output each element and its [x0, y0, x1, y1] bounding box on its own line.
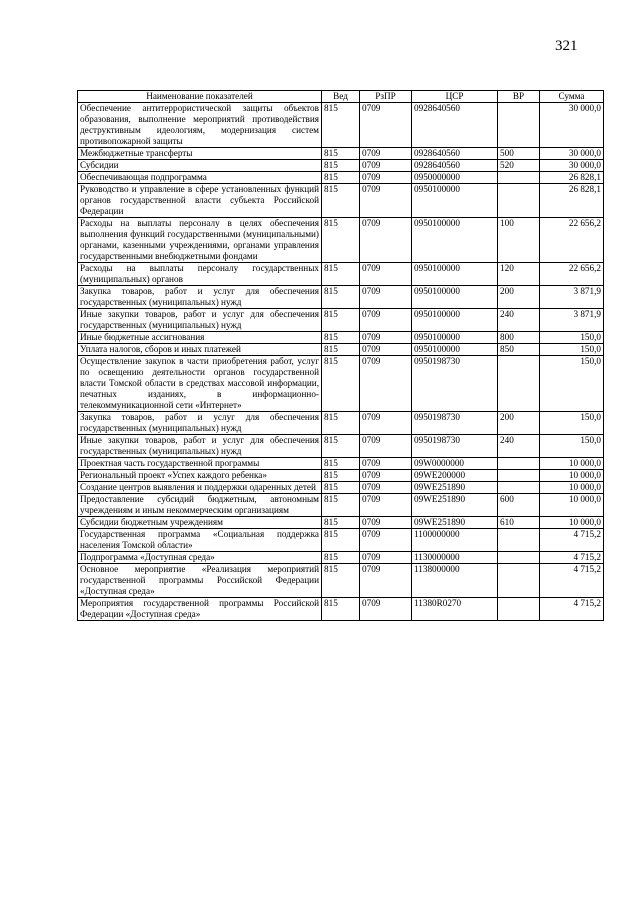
cell-ved: 815: [322, 494, 360, 517]
cell-sum: 10 000,0: [540, 517, 604, 529]
cell-name: [78, 494, 322, 517]
cell-name: [78, 435, 322, 458]
row-name-text: Осуществление закупок в части приобретения работ, услуг по освещению деятельности органов государственной власти Томской области в средствах массовой информации, печатных изданиях, в информационно-телекоммуникационной сети «Интернет»: [80, 356, 319, 410]
cell-csr: 0950100000: [412, 218, 498, 263]
cell-csr: 1138000000: [412, 564, 498, 598]
cell-name: [78, 309, 322, 332]
row-name-text: Уплата налогов, сборов и иных платежей: [80, 344, 241, 354]
cell-vr: [498, 184, 540, 218]
cell-ved: 815: [322, 412, 360, 435]
cell-vr: 240: [498, 435, 540, 458]
table-row: [78, 356, 604, 412]
cell-vr: [498, 564, 540, 598]
row-name-text: Основное мероприятие «Реализация мероприятий государственной программы Российской Федерации «Доступная среда»: [80, 564, 319, 596]
header-csr: ЦСР: [412, 91, 498, 103]
cell-name: [78, 598, 322, 621]
cell-name: [78, 172, 322, 184]
row-name-text: Закупка товаров, работ и услуг для обеспечения государственных (муниципальных) нужд: [80, 286, 319, 307]
table-row: [78, 263, 604, 286]
cell-vr: 120: [498, 263, 540, 286]
cell-vr: 800: [498, 332, 540, 344]
cell-ved: 815: [322, 332, 360, 344]
table-row: [78, 103, 604, 148]
cell-rzpr: 0709: [360, 218, 412, 263]
row-name-text: Проектная часть государственной программы: [80, 458, 260, 468]
cell-name: [78, 184, 322, 218]
header-sum: Сумма: [540, 91, 604, 103]
table-row: [78, 309, 604, 332]
table-row: [78, 172, 604, 184]
cell-rzpr: 0709: [360, 470, 412, 482]
cell-sum: 22 656,2: [540, 218, 604, 263]
cell-ved: 815: [322, 482, 360, 494]
cell-csr: 0950100000: [412, 344, 498, 356]
cell-name: [78, 103, 322, 148]
cell-rzpr: 0709: [360, 529, 412, 552]
cell-sum: 150,0: [540, 344, 604, 356]
cell-sum: 10 000,0: [540, 470, 604, 482]
row-name-text: Расходы на выплаты персоналу в целях обеспечения выполнения функций государственными (муниципальными) органами, казенными учреждениями, органами управления государственными внебюджетными фондами: [80, 218, 319, 261]
cell-ved: 815: [322, 529, 360, 552]
cell-sum: 30 000,0: [540, 148, 604, 160]
cell-sum: 4 715,2: [540, 552, 604, 564]
cell-csr: 0950100000: [412, 286, 498, 309]
cell-rzpr: 0709: [360, 517, 412, 529]
cell-rzpr: 0709: [360, 412, 412, 435]
cell-sum: 30 000,0: [540, 103, 604, 148]
cell-ved: 815: [322, 218, 360, 263]
row-name-text: Субсидии: [80, 160, 119, 170]
header-ved: Вед: [322, 91, 360, 103]
table-row: [78, 458, 604, 470]
cell-rzpr: 0709: [360, 103, 412, 148]
cell-vr: 500: [498, 148, 540, 160]
cell-rzpr: 0709: [360, 598, 412, 621]
cell-rzpr: 0709: [360, 309, 412, 332]
cell-csr: 11380R0270: [412, 598, 498, 621]
cell-rzpr: 0709: [360, 356, 412, 412]
header-vr: ВР: [498, 91, 540, 103]
cell-name: [78, 529, 322, 552]
cell-vr: 610: [498, 517, 540, 529]
page-number: 321: [555, 38, 578, 54]
cell-rzpr: 0709: [360, 172, 412, 184]
table-row: [78, 286, 604, 309]
cell-name: [78, 263, 322, 286]
cell-csr: 1130000000: [412, 552, 498, 564]
row-name-text: Подпрограмма «Доступная среда»: [80, 552, 215, 562]
cell-vr: [498, 103, 540, 148]
row-name-text: Межбюджетные трансферты: [80, 148, 193, 158]
cell-sum: 3 871,9: [540, 286, 604, 309]
cell-ved: 815: [322, 103, 360, 148]
cell-sum: 26 828,1: [540, 184, 604, 218]
cell-vr: 600: [498, 494, 540, 517]
cell-ved: 815: [322, 286, 360, 309]
cell-name: [78, 344, 322, 356]
table-row: [78, 494, 604, 517]
cell-ved: 815: [322, 598, 360, 621]
cell-name: [78, 148, 322, 160]
cell-vr: [498, 482, 540, 494]
table-header: [78, 91, 604, 103]
table-row: [78, 412, 604, 435]
cell-name: [78, 564, 322, 598]
header-name: Наименование показателей: [78, 91, 322, 103]
cell-rzpr: 0709: [360, 482, 412, 494]
cell-vr: [498, 552, 540, 564]
row-name-text: Государственная программа «Социальная поддержка населения Томской области»: [80, 529, 319, 550]
cell-rzpr: 0709: [360, 564, 412, 598]
cell-vr: 200: [498, 412, 540, 435]
cell-name: [78, 552, 322, 564]
row-name-text: Субсидии бюджетным учреждениям: [80, 517, 223, 527]
row-name-text: Закупка товаров, работ и услуг для обеспечения государственных (муниципальных) нужд: [80, 412, 319, 433]
cell-csr: 0950198730: [412, 435, 498, 458]
cell-sum: 10 000,0: [540, 494, 604, 517]
cell-csr: 0950100000: [412, 263, 498, 286]
header-rzpr: РзПР: [360, 91, 412, 103]
cell-vr: [498, 470, 540, 482]
cell-csr: 1100000000: [412, 529, 498, 552]
cell-sum: 10 000,0: [540, 482, 604, 494]
cell-sum: 4 715,2: [540, 598, 604, 621]
row-name-text: Региональный проект «Успех каждого ребенка»: [80, 470, 267, 480]
cell-vr: [498, 356, 540, 412]
cell-sum: 30 000,0: [540, 160, 604, 172]
cell-vr: [498, 458, 540, 470]
cell-vr: 850: [498, 344, 540, 356]
cell-name: [78, 470, 322, 482]
table-row: [78, 517, 604, 529]
table-row: [78, 598, 604, 621]
table-row: [78, 218, 604, 263]
cell-ved: 815: [322, 344, 360, 356]
table-row: [78, 529, 604, 552]
cell-vr: [498, 598, 540, 621]
cell-name: [78, 356, 322, 412]
cell-rzpr: 0709: [360, 344, 412, 356]
cell-csr: 09WE251890: [412, 482, 498, 494]
cell-ved: 815: [322, 356, 360, 412]
row-name-text: Создание центров выявления и поддержки одаренных детей: [80, 482, 316, 492]
cell-csr: 0950000000: [412, 172, 498, 184]
cell-rzpr: 0709: [360, 148, 412, 160]
cell-name: [78, 160, 322, 172]
cell-ved: 815: [322, 184, 360, 218]
table-row: [78, 564, 604, 598]
cell-ved: 815: [322, 309, 360, 332]
cell-csr: 0928640560: [412, 148, 498, 160]
cell-rzpr: 0709: [360, 552, 412, 564]
cell-vr: 240: [498, 309, 540, 332]
row-name-text: Руководство и управление в сфере установленных функций органов государственной власти субъекта Российской Федерации: [80, 184, 319, 216]
cell-csr: 0928640560: [412, 160, 498, 172]
cell-vr: 520: [498, 160, 540, 172]
cell-ved: 815: [322, 517, 360, 529]
row-name-text: Мероприятия государственной программы Российской Федерации «Доступная среда»: [80, 598, 319, 619]
cell-name: [78, 218, 322, 263]
cell-name: [78, 332, 322, 344]
table-row: [78, 332, 604, 344]
table-body: [78, 103, 604, 621]
table-row: [78, 435, 604, 458]
cell-sum: 22 656,2: [540, 263, 604, 286]
cell-rzpr: 0709: [360, 160, 412, 172]
row-name-text: Иные бюджетные ассигнования: [80, 332, 205, 342]
cell-ved: 815: [322, 160, 360, 172]
row-name-text: Расходы на выплаты персоналу государственных (муниципальных) органов: [80, 263, 319, 284]
cell-ved: 815: [322, 458, 360, 470]
cell-csr: 0950198730: [412, 356, 498, 412]
cell-ved: 815: [322, 263, 360, 286]
cell-name: [78, 458, 322, 470]
cell-ved: 815: [322, 172, 360, 184]
cell-name: [78, 286, 322, 309]
cell-name: [78, 412, 322, 435]
cell-name: [78, 482, 322, 494]
table-row: [78, 344, 604, 356]
table-row: [78, 148, 604, 160]
table-row: [78, 160, 604, 172]
cell-csr: 09WE251890: [412, 494, 498, 517]
cell-sum: 4 715,2: [540, 529, 604, 552]
table-row: [78, 470, 604, 482]
cell-sum: 150,0: [540, 332, 604, 344]
cell-csr: 0950100000: [412, 332, 498, 344]
cell-ved: 815: [322, 148, 360, 160]
cell-ved: 815: [322, 470, 360, 482]
cell-sum: 10 000,0: [540, 458, 604, 470]
row-name-text: Обеспечение антитеррористической защиты объектов образования, выполнение мероприятий противодействия деструктивным идеологиям, модернизация систем противопожарной защиты: [80, 103, 319, 146]
cell-ved: 815: [322, 552, 360, 564]
cell-vr: [498, 529, 540, 552]
cell-sum: 26 828,1: [540, 172, 604, 184]
cell-rzpr: 0709: [360, 184, 412, 218]
cell-vr: 200: [498, 286, 540, 309]
cell-rzpr: 0709: [360, 332, 412, 344]
cell-rzpr: 0709: [360, 458, 412, 470]
cell-rzpr: 0709: [360, 435, 412, 458]
cell-csr: 09W0000000: [412, 458, 498, 470]
cell-vr: [498, 172, 540, 184]
cell-ved: 815: [322, 435, 360, 458]
cell-csr: 0950100000: [412, 184, 498, 218]
cell-csr: 0950100000: [412, 309, 498, 332]
budget-table: [77, 90, 604, 621]
cell-csr: 0928640560: [412, 103, 498, 148]
header-row: [78, 91, 604, 103]
cell-csr: 0950198730: [412, 412, 498, 435]
cell-ved: 815: [322, 564, 360, 598]
cell-vr: 100: [498, 218, 540, 263]
cell-sum: 150,0: [540, 356, 604, 412]
table-row: [78, 482, 604, 494]
cell-name: [78, 517, 322, 529]
cell-sum: 4 715,2: [540, 564, 604, 598]
table-row: [78, 184, 604, 218]
row-name-text: Иные закупки товаров, работ и услуг для обеспечения государственных (муниципальных) нужд: [80, 435, 319, 456]
table-row: [78, 552, 604, 564]
cell-rzpr: 0709: [360, 263, 412, 286]
row-name-text: Предоставление субсидий бюджетным, автономным учреждениям и иным некоммерческим организациям: [80, 494, 319, 515]
cell-csr: 09WE251890: [412, 517, 498, 529]
cell-sum: 3 871,9: [540, 309, 604, 332]
cell-sum: 150,0: [540, 435, 604, 458]
cell-rzpr: 0709: [360, 286, 412, 309]
cell-csr: 09WE200000: [412, 470, 498, 482]
row-name-text: Иные закупки товаров, работ и услуг для обеспечения государственных (муниципальных) нужд: [80, 309, 319, 330]
row-name-text: Обеспечивающая подпрограмма: [80, 172, 207, 182]
cell-rzpr: 0709: [360, 494, 412, 517]
cell-sum: 150,0: [540, 412, 604, 435]
